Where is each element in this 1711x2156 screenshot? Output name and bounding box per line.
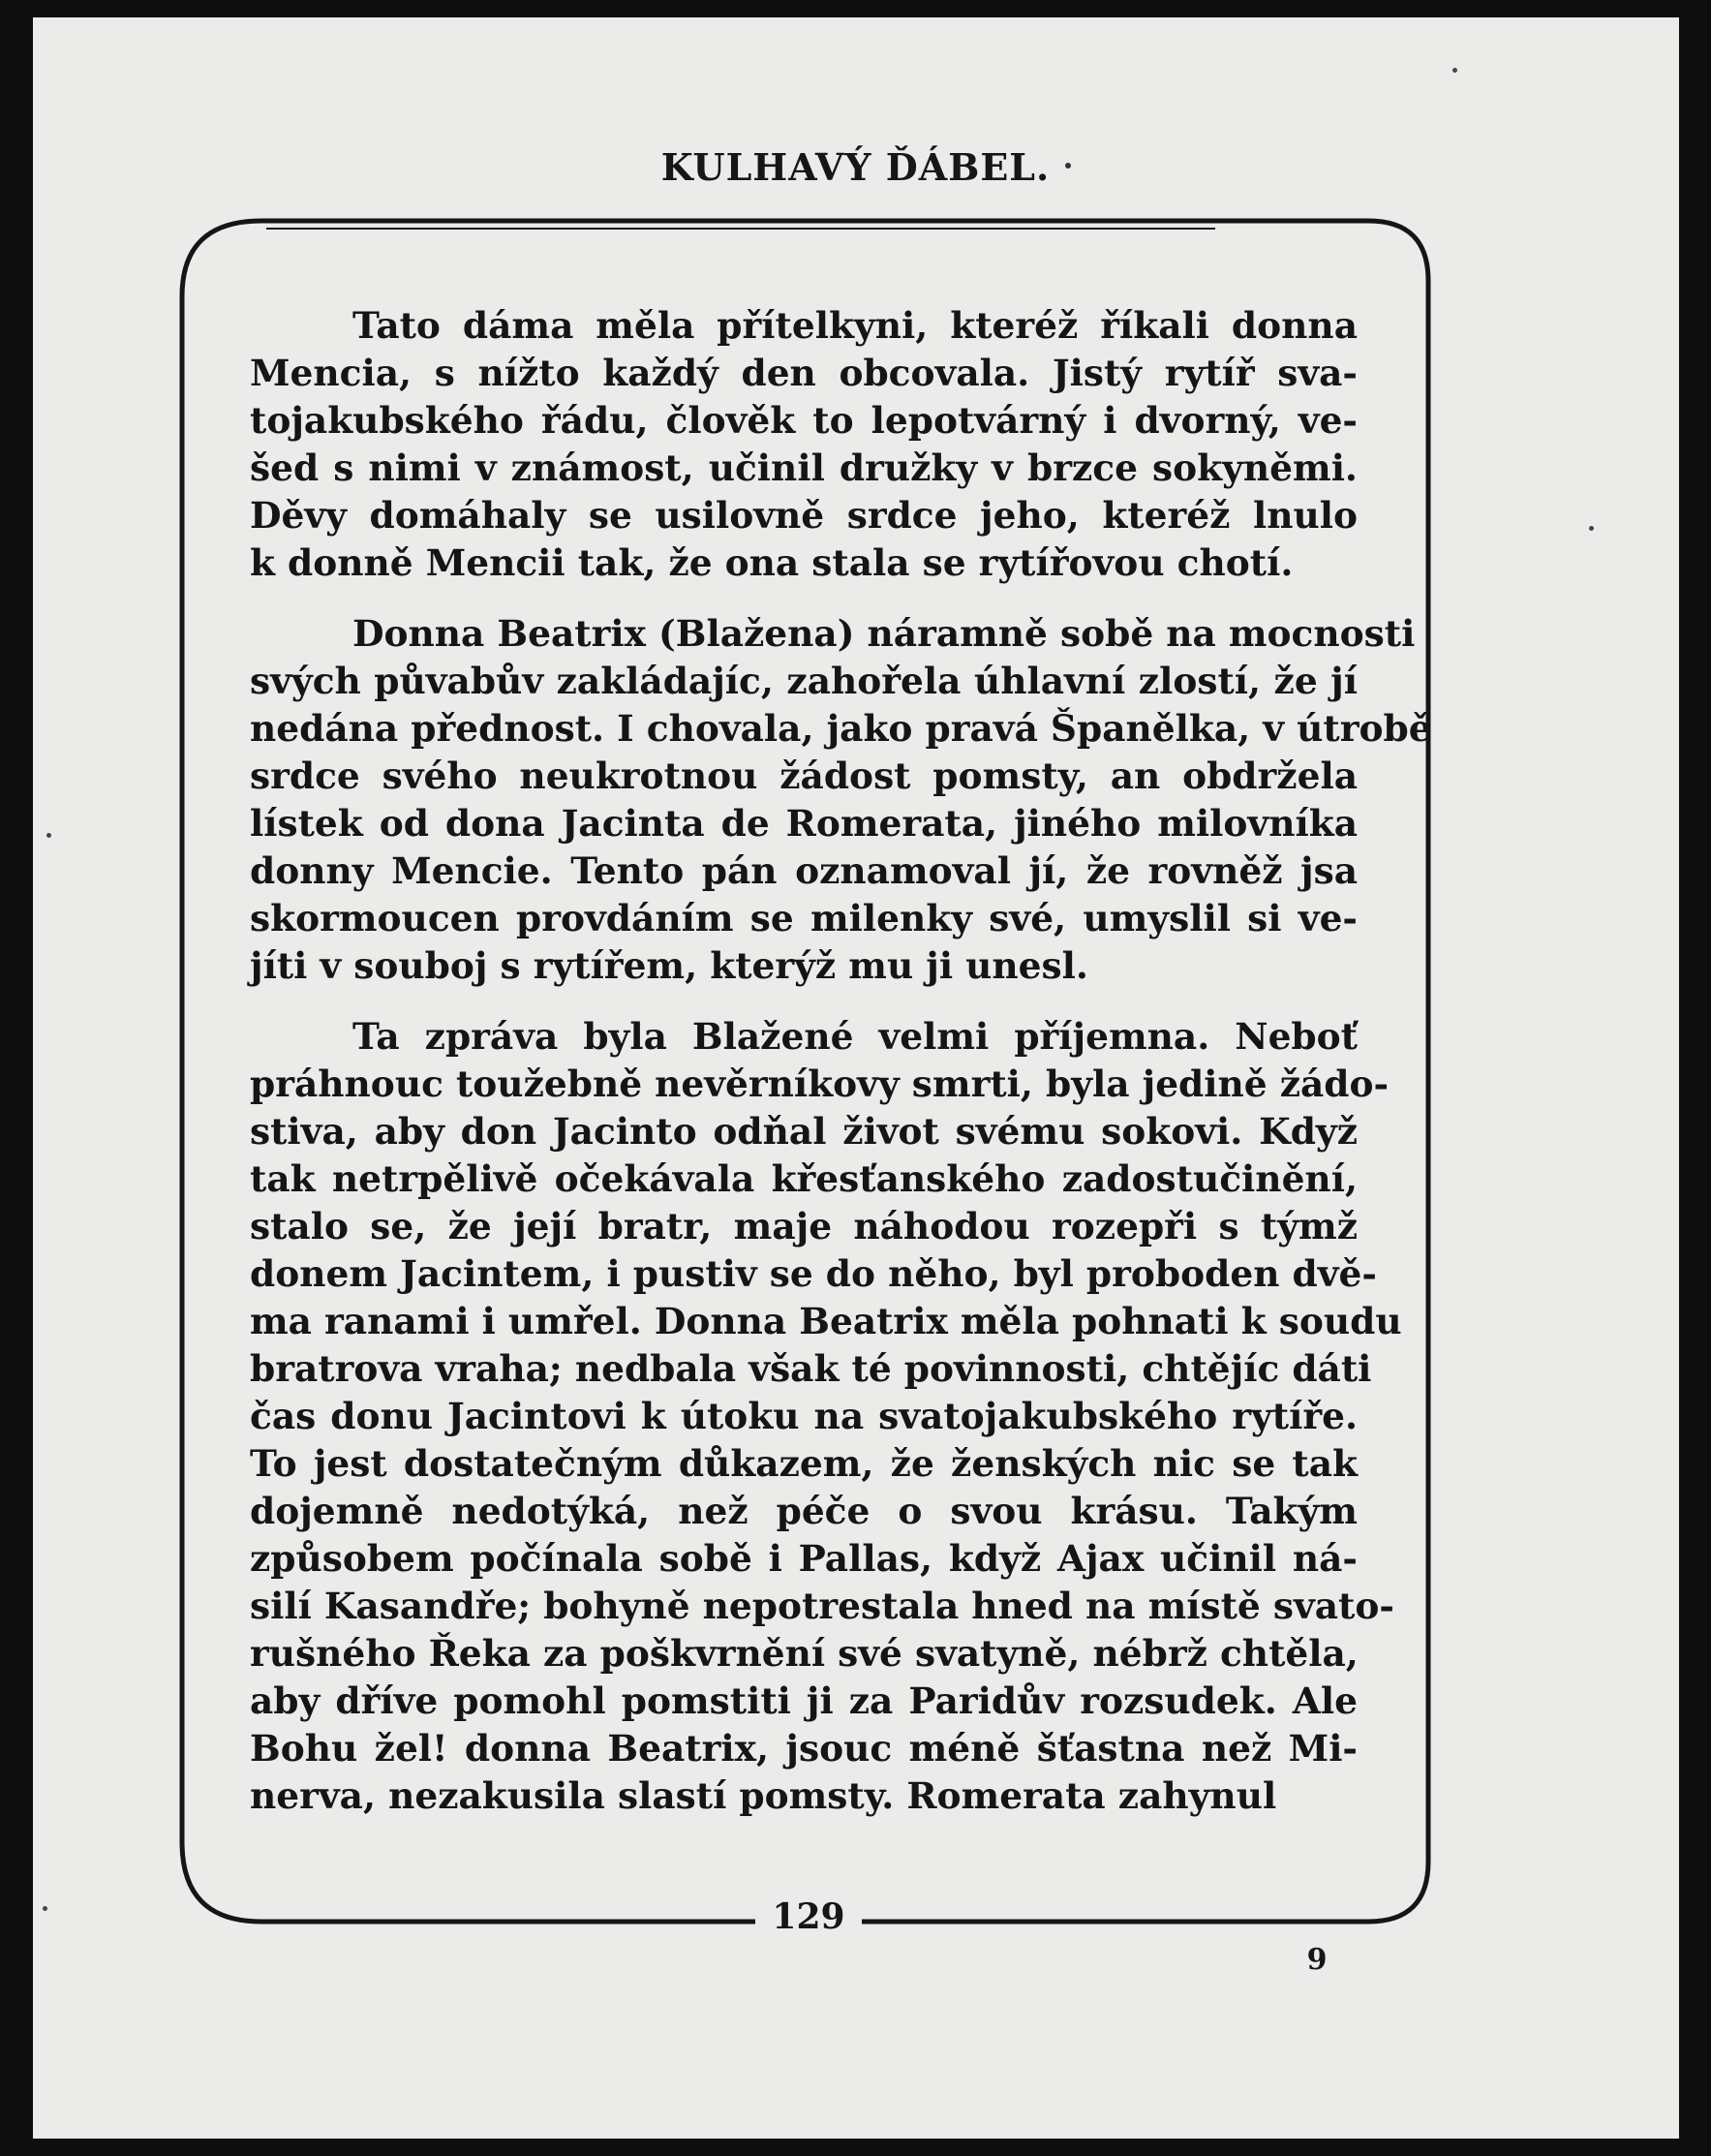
text-line: To jest dostatečným důkazem, že ženských nic se tak (250, 1442, 1358, 1485)
text-line: stiva, aby don Jacinto odňal život svému sokovi. Když (250, 1110, 1358, 1153)
text-line: svých půvabův zakládajíc, zahořela úhlavní zlostí, že jí (250, 660, 1358, 702)
text-line: silí Kasandře; bohyně nepotrestala hned na místě svato- (250, 1585, 1394, 1627)
paragraph (250, 1013, 1402, 1820)
text-line: Děvy domáhaly se usilovně srdce jeho, kteréž lnulo (250, 494, 1358, 537)
text-line: způsobem počínala sobě i Pallas, když Ajax učinil ná- (250, 1537, 1358, 1580)
text-line: Mencia, s nížto každý den obcovala. Jistý rytíř sva- (250, 352, 1358, 394)
text-line: srdce svého neukrotnou žádost pomsty, an obdržela (250, 755, 1358, 797)
text-line: donny Mencie. Tento pán oznamoval jí, že rovněž jsa (250, 849, 1358, 892)
text-line: Bohu žel! donna Beatrix, jsouc méně šťastna než Mi- (250, 1727, 1358, 1770)
text-line: nerva, nezakusila slastí pomsty. Romerata zahynul (250, 1774, 1277, 1817)
paragraph (250, 610, 1432, 990)
text-line: rušného Řeka za poškvrnění své svatyně, nébrž chtěla, (250, 1632, 1359, 1675)
text-line: stalo se, že její bratr, maje náhodou rozepři s týmž (250, 1205, 1358, 1247)
text-line: nedána přednost. I chovala, jako pravá Španělka, v útrobě (250, 707, 1432, 750)
text-line: čas donu Jacintovi k útoku na svatojakubského rytíře. (250, 1395, 1358, 1437)
text-line: Donna Beatrix (Blažena) náramně sobě na mocnosti (352, 612, 1416, 655)
text-line: Tato dáma měla přítelkyni, kteréž říkali donna (352, 304, 1358, 347)
text-line: šed s nimi v známost, učinil družky v brzce sokyněmi. (250, 447, 1358, 489)
text-line: práhnouc toužebně nevěrníkovy smrti, byla jedině žádo- (250, 1063, 1390, 1105)
running-head: KULHAVÝ ĎÁBEL. (660, 145, 1051, 189)
text-line: aby dříve pomohl pomstiti ji za Paridův rozsudek. Ale (250, 1679, 1358, 1722)
text-line: lístek od dona Jacinta de Romerata, jiného milovníka (250, 802, 1358, 845)
text-line: skormoucen provdáním se milenky své, umyslil si ve- (250, 897, 1358, 939)
text-line: Ta zpráva byla Blažené velmi příjemna. Neboť (352, 1015, 1358, 1058)
signature-mark: 9 (1306, 1943, 1328, 1977)
body-text (250, 302, 1432, 1843)
text-line: jíti v souboj s rytířem, kterýž mu ji unesl. (250, 944, 1088, 987)
text-line: dojemně nedotýká, než péče o svou krásu. Takým (250, 1490, 1358, 1532)
text-line: donem Jacintem, i pustiv se do něho, byl proboden dvě- (250, 1252, 1377, 1295)
paragraph (250, 302, 1358, 587)
text-line: k donně Mencii tak, že ona stala se rytířovou chotí. (250, 541, 1294, 584)
text-line: tojakubského řádu, člověk to lepotvárný i dvorný, ve- (250, 399, 1358, 442)
page-number: 129 (755, 1896, 862, 1937)
text-line: tak netrpělivě očekávala křesťanského zadostučinění, (250, 1157, 1358, 1200)
text-line: bratrova vraha; nedbala však té povinnosti, chtějíc dáti (250, 1347, 1372, 1390)
text-line: ma ranami i umřel. Donna Beatrix měla pohnati k soudu (250, 1300, 1402, 1342)
